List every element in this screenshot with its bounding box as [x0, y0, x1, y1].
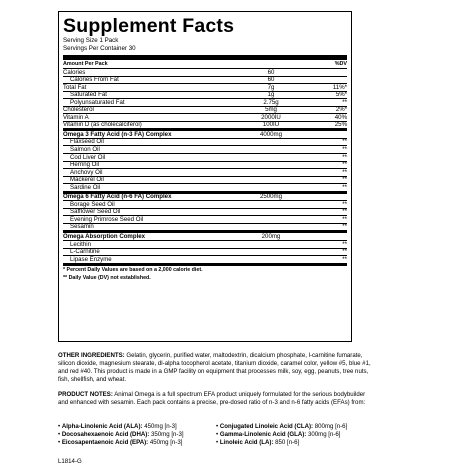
- bullet-mark: •: [216, 438, 220, 446]
- ingredient-row: [63, 256, 347, 264]
- ingredient-dv: **: [342, 138, 347, 146]
- nutrient-amount: 60: [267, 68, 275, 76]
- nutrient-name: Calories: [63, 68, 86, 76]
- nutrient-amount: 7g: [267, 83, 275, 91]
- nutrient-name: Calories From Fat: [70, 76, 119, 84]
- ingredient-row: [63, 224, 347, 232]
- notes-label: PRODUCT NOTES:: [58, 391, 113, 398]
- ingredient-name: Borage Seed Oil: [70, 200, 115, 208]
- ingredients-text: Gelatin, glycerin, purified water, maltodextrin, dicalcium phosphate, l-carnitine fumarate, silicon dioxide, magnesium stearate, dl-alpha tocopherol acetate, titanium dioxide, caramel color, yellow #5, blue #1, and red #40. This product is made in a GMP facility on equipment that processes milk, soy, egg, peanuts, tree nuts, fish, shellfish, and wheat.: [58, 352, 371, 383]
- nutrient-amount: 1g: [267, 91, 275, 99]
- ingredient-dv: **: [342, 153, 347, 161]
- fatty-acid-list: [58, 423, 374, 446]
- complex-name: Omega 6 Fatty Acid (n-6 FA) Complex: [63, 193, 172, 201]
- ingredient-dv: **: [342, 208, 347, 216]
- ingredient-dv: **: [342, 255, 347, 263]
- fatty-acid-label: Gamma-Linolenic Acid (GLA):: [219, 430, 307, 438]
- bullet-mark: •: [58, 430, 62, 438]
- fatty-acid-list-right: [216, 423, 374, 446]
- serving-size: Serving Size 1 Pack: [63, 37, 119, 44]
- servings-per-container: Servings Per Container 30: [63, 45, 136, 52]
- nutrient-amount: 2.75g: [263, 98, 279, 106]
- ingredient-name: L-Carnitine: [70, 248, 100, 256]
- nutrient-amount: 60: [267, 76, 275, 84]
- product-notes: [58, 391, 374, 407]
- nutrient-dv: 40%: [334, 113, 347, 121]
- fatty-acid-value: 450mg [n-3]: [144, 423, 177, 430]
- fatty-acid-value: 450mg [n-3]: [149, 438, 183, 446]
- ingredient-dv: **: [342, 176, 347, 184]
- ingredient-dv: **: [342, 215, 347, 223]
- ingredient-dv: **: [342, 183, 347, 191]
- fatty-acid-value: 300mg [n-6]: [307, 430, 341, 438]
- nutrient-name: Vitamin D (as cholecalciferol): [63, 121, 142, 129]
- fatty-acid-item: [58, 423, 216, 431]
- nutrient-amount: 2000IU: [261, 113, 281, 121]
- panel-title: Supplement Facts: [63, 15, 235, 37]
- lot-code: L1814-G: [58, 458, 82, 465]
- ingredient-name: Salmon Oil: [70, 146, 100, 153]
- fatty-acid-value: 850 [n-6]: [275, 438, 300, 446]
- fatty-acid-list-left: [58, 423, 216, 446]
- ingredient-name: Evening Primrose Seed Oil: [70, 215, 144, 223]
- fatty-acid-item: [216, 423, 374, 431]
- complex-name: Omega Absorption Complex: [63, 233, 146, 241]
- ingredient-dv: **: [342, 240, 347, 248]
- header-amount: Amount Per Pack: [63, 61, 108, 67]
- other-ingredients: [58, 352, 374, 384]
- ingredient-name: Cod Liver Oil: [70, 153, 106, 161]
- fatty-acid-value: 800mg [n-6]: [314, 423, 348, 430]
- complex-rows: [63, 131, 347, 263]
- nutrient-amount: 5mg: [265, 106, 277, 114]
- ingredient-name: Sardine Oil: [70, 183, 101, 191]
- nutrient-dv: 25%: [334, 121, 347, 129]
- bullet-mark: •: [216, 423, 220, 430]
- complex-amount: 2500mg: [259, 193, 283, 201]
- fatty-acid-item: [216, 431, 374, 439]
- ingredient-name: Herring Oil: [70, 161, 100, 169]
- ingredient-name: Anchovy Oil: [70, 168, 103, 176]
- fatty-acid-value: 350mg [n-3]: [151, 430, 184, 438]
- fatty-acid-label: Eicosapentaenoic Acid (EPA):: [61, 438, 149, 446]
- nutrient-name: Cholesterol: [63, 106, 94, 114]
- ingredient-dv: **: [342, 168, 347, 176]
- fatty-acid-item: [58, 439, 216, 447]
- nutrient-amount: 100IU: [262, 121, 280, 129]
- nutrient-dv: 2%*: [335, 106, 347, 114]
- nutrient-name: Polyunsaturated Fat: [70, 98, 125, 106]
- ingredient-name: Lipase Enzyme: [70, 255, 112, 263]
- supplement-facts-panel: [58, 11, 352, 342]
- notes-text: Animal Omega is a full spectrum EFA product uniquely formulated for the serious bodybuilder and enhanced with sesamin. Each pack contains a precise, pre-dosed ratio of n-3 and n-6 fatty acids (EFAs) from:: [58, 391, 366, 406]
- footnote-dv: * Percent Daily Values are based on a 2,000 calorie diet.: [63, 266, 203, 273]
- fatty-acid-label: Docosahexaenoic Acid (DHA):: [61, 430, 150, 438]
- fatty-acid-label: Linoleic Acid (LA):: [219, 438, 274, 446]
- ingredient-name: Lecithin: [70, 240, 92, 248]
- bullet-mark: •: [58, 438, 62, 446]
- nutrient-row: [63, 122, 347, 130]
- nutrient-name: Saturated Fat: [70, 91, 107, 99]
- ingredient-name: Safflower Seed Oil: [70, 208, 121, 216]
- fatty-acid-item: [216, 439, 374, 447]
- nutrient-rows: [63, 69, 347, 129]
- ingredient-dv: **: [342, 161, 347, 169]
- ingredient-name: Flaxseed Oil: [70, 138, 104, 146]
- bullet-mark: •: [58, 423, 62, 430]
- bullet-mark: •: [216, 430, 220, 438]
- ingredient-name: Mackerel Oil: [70, 176, 104, 184]
- ingredients-label: OTHER INGREDIENTS:: [58, 352, 125, 359]
- complex-amount: 4000mg: [259, 130, 283, 138]
- ingredient-name: Sesamin: [70, 223, 94, 231]
- ingredient-dv: **: [342, 248, 347, 256]
- fatty-acid-item: [58, 431, 216, 439]
- nutrient-dv: 5%*: [335, 91, 347, 99]
- ingredient-row: [63, 184, 347, 192]
- fatty-acid-label: Conjugated Linoleic Acid (CLA):: [219, 423, 314, 430]
- complex-amount: 200mg: [261, 233, 281, 241]
- ingredient-dv: **: [342, 200, 347, 208]
- nutrient-dv: 11%*: [332, 83, 347, 91]
- footnote-not-established: ** Daily Value (DV) not established.: [63, 274, 151, 281]
- header-dv: %DV: [334, 61, 347, 67]
- nutrient-name: Total Fat: [63, 83, 87, 91]
- complex-name: Omega 3 Fatty Acid (n-3 FA) Complex: [63, 130, 172, 138]
- nutrient-dv: **: [342, 98, 347, 106]
- nutrient-name: Vitamin A: [63, 113, 89, 121]
- ingredient-dv: **: [342, 223, 347, 231]
- ingredient-dv: **: [342, 146, 347, 153]
- fatty-acid-label: Alpha-Linolenic Acid (ALA):: [61, 423, 143, 430]
